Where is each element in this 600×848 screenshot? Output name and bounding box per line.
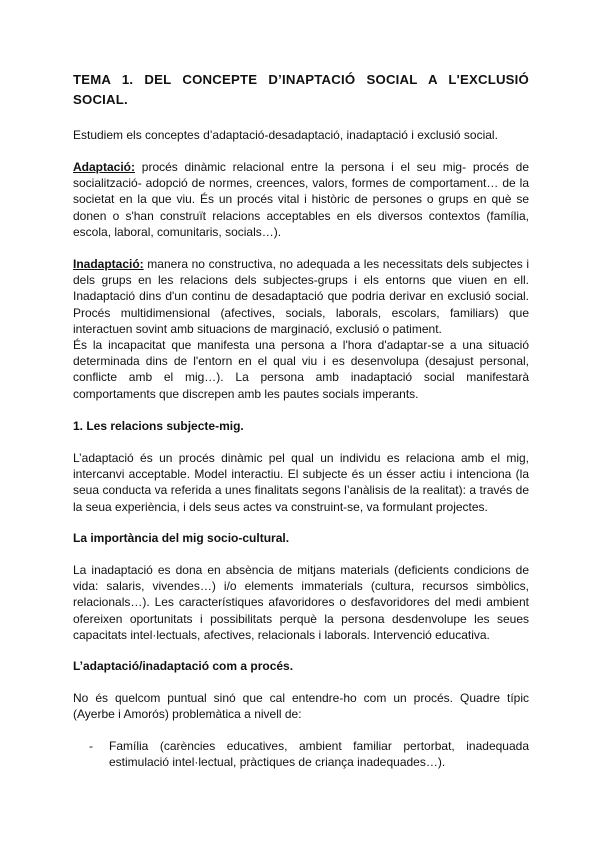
- inadaptacio-term: Inadaptació:: [73, 257, 144, 271]
- adaptacio-paragraph: [73, 159, 529, 240]
- list-item-text: Família (carències educatives, ambient familiar pertorbat, inadequada estimulació intel·lectual, pràctiques de criança inadequades…).: [109, 739, 529, 770]
- section2-heading: La importància del mig socio-cultural.: [73, 531, 290, 545]
- section2-paragraph: La inadaptació es dona en absència de mitjans materials (deficients condicions de vida: salaris, vivendes…) i/o elements immaterials (cultura, recursos simbòlics, relacionals…). Les característiques afavoridores o desfavoridores del medi ambient ofereixen oportunitats i possibilitats perquè la persona desdenvolupe les seues capacitats intel·lectuals, afectives, relacionals i laborals. Intervenció educativa.: [73, 563, 529, 642]
- adaptacio-term: Adaptació:: [73, 160, 136, 174]
- adaptacio-definition: procés dinàmic relacional entre la persona i el seu mig- procés de socialització- adopció de normes, creences, valors, formes de comportament… de la societat en la que viu. És un procés vital i històric de persones o grups en què se donen o s'han construït relacions acceptables en els diversos contextos (família, escola, laboral, comunitaris, socials…).: [73, 160, 529, 239]
- list-item: [90, 738, 529, 770]
- inadaptacio-paragraph-2: És la incapacitat que manifesta una persona a l'hora d'adaptar-se a una situació determinada dins de l'entorn en el qual viu i es desenvolupa (desajust personal, conflicte amb el mig…). La persona amb inadaptació social manifestarà comportaments que discrepen amb les pautes socials imperants.: [73, 338, 529, 401]
- intro-paragraph: Estudiem els conceptes d’adaptació-desadaptació, inadaptació i exclusió social.: [73, 128, 498, 142]
- section1-heading: 1. Les relacions subjecte-mig.: [73, 419, 244, 433]
- section3-paragraph: No és quelcom puntual sinó que cal entendre-ho com un procés. Quadre típic (Ayerbe i Amorós) problemàtica a nivell de:: [73, 691, 529, 722]
- inadaptacio-paragraph: [73, 256, 529, 337]
- bullet-dash: -: [89, 739, 93, 753]
- section1-paragraph: L’adaptació és un procés dinàmic pel qual un individu es relaciona amb el mig, intercanvi acceptable. Model interactiu. El subjecte és un ésser actiu i intenciona (la seua conducta va referida a unes finalitats segons l’anàlisis de la realitat): a través de la seua experiència, i dels seus actes va construint-se, va formulant projectes.: [73, 451, 529, 514]
- section3-heading: L’adaptació/inadaptació com a procés.: [73, 659, 294, 673]
- document-title: TEMA 1. DEL CONCEPTE D’INAPTACIÓ SOCIAL A L'EXCLUSIÓ SOCIAL.: [73, 72, 529, 107]
- inadaptacio-definition: manera no constructiva, no adequada a les necessitats dels subjectes i dels grups en les relacions dels subjectes-grups i els entorns que viuen en ell. Inadaptació dins d'un continu de desadaptació que podria derivar en exclusió social. Procés multidimensional (afectives, socials, laborals, escolars, familiars) que interactuen sovint amb situacions de marginació, exclusió o patiment.: [73, 257, 529, 336]
